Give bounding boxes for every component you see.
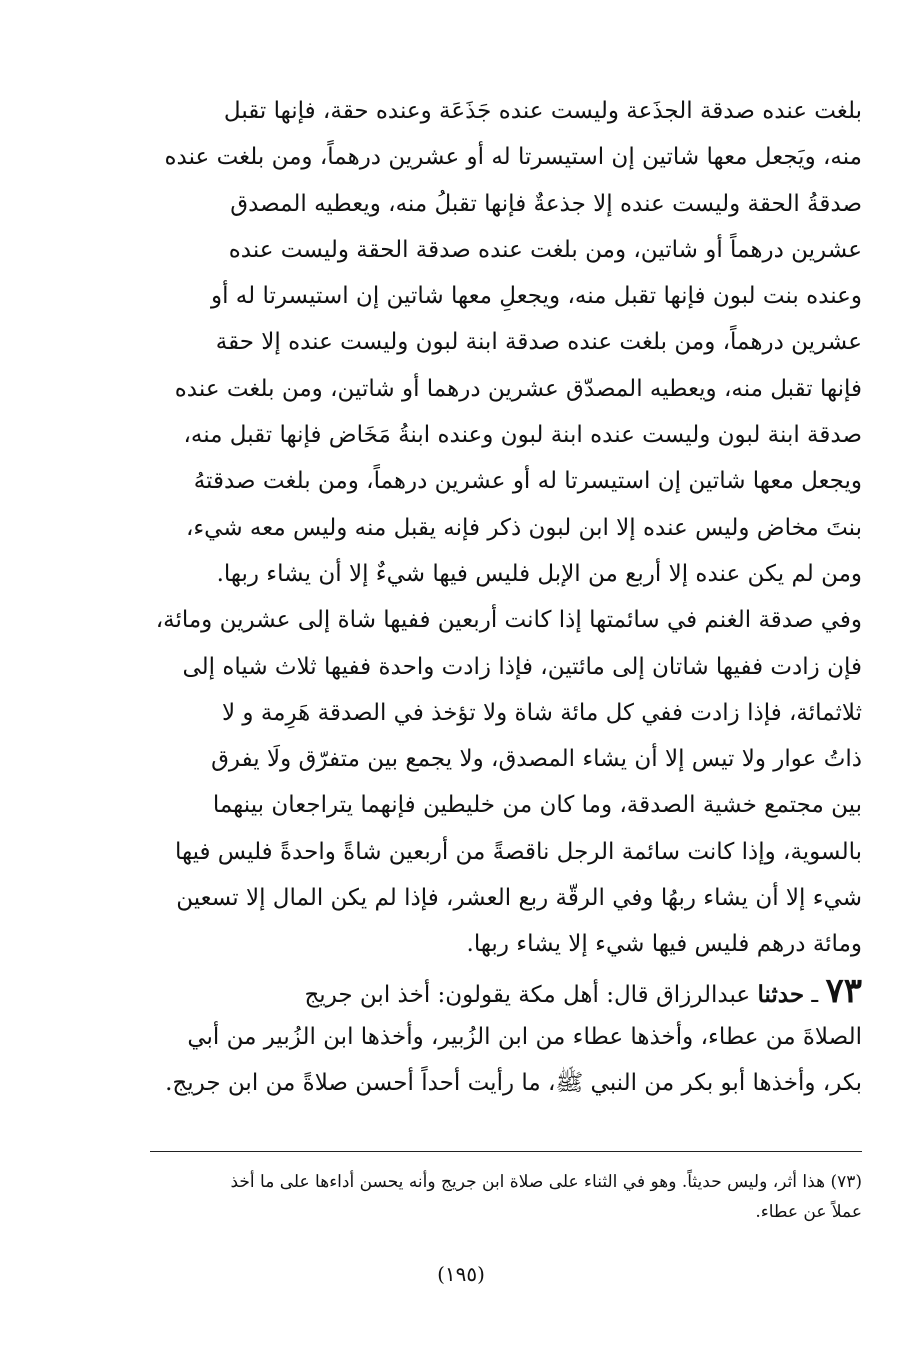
hadith-line-3: بكر، وأخذها أبو بكر من النبي ﷺ، ما رأيت أحداً أحسن صلاةً من ابن جريج. [165, 1070, 862, 1097]
text-line: عشرين درهماً، ومن بلغت عنده صدقة ابنة لبون وليست عنده إلا حقة [215, 329, 862, 356]
footnote-line-2: عملاً عن عطاء. [755, 1202, 862, 1222]
page-number: (١٩٥) [437, 1262, 485, 1286]
text-line: صدقة ابنة لبون وليست عنده ابنة لبون وعنده ابنةُ مَخَاض فإنها تقبل منه، [183, 422, 862, 449]
footnote-line-1: (٧٣) هذا أثر، وليس حديثاً. وهو في الثناء على صلاة ابن جريج وأنه يحسن أداءها على ما أخذ [230, 1172, 862, 1192]
text-line: بالسوية، وإذا كانت سائمة الرجل ناقصةً من أربعين شاةً واحدةً فليس فيها [174, 838, 862, 865]
main-text [150, 88, 862, 1107]
hadith-heading-line [150, 968, 862, 1014]
text-line: ومن لم يكن عنده إلا أربع من الإبل فليس فيها شيءٌ إلا أن يشاء ربها. [216, 560, 862, 587]
text-line: بنتَ مخاض وليس عنده إلا ابن لبون ذكر فإنه يقبل منه وليس معه شيء، [185, 514, 862, 541]
text-line: ومائة درهم فليس فيها شيء إلا يشاء ربها. [466, 931, 862, 958]
text-line: شيء إلا أن يشاء ربهُا وفي الرقّة ربع العشر، فإذا لم يكن المال إلا تسعين [176, 885, 862, 912]
text-line: عشرين درهماً أو شاتين، ومن بلغت عنده صدقة الحقة وليست عنده [228, 236, 862, 263]
footnote-separator [150, 1151, 862, 1152]
text-line: صدقةُ الحقة وليست عنده إلا جذعةٌ فإنها تقبلُ منه، ويعطيه المصدق [230, 190, 862, 217]
footnote [160, 1167, 862, 1227]
hadith-dash: ـ [804, 981, 826, 1008]
text-line: فإن زادت ففيها شاتان إلى مائتين، فإذا زادت واحدة ففيها ثلاث شياه إلى [182, 653, 862, 680]
text-line: ثلاثمائة، فإذا زادت ففي كل مائة شاة ولا تؤخذ في الصدقة هَرِمة و لا [221, 699, 862, 726]
text-line: ويجعل معها شاتين إن استيسرتا له أو عشرين درهماً، ومن بلغت صدقتهُ [193, 468, 862, 495]
text-line: فإنها تقبل منه، ويعطيه المصدّق عشرين درهما أو شاتين، ومن بلغت عنده [174, 375, 862, 402]
text-line: منه، ويَجعل معها شاتين إن استيسرتا له أو عشرين درهماً، ومن بلغت عنده [164, 144, 862, 171]
hadith-line-2: الصلاةَ من عطاء، وأخذها عطاء من ابن الزُبير، وأخذها ابن الزُبير من أبي [187, 1023, 862, 1050]
text-line: بلغت عنده صدقة الجذَعة وليست عنده جَذَعَة وعنده حقة، فإنها تقبل [223, 98, 862, 124]
text-line: وعنده بنت لبون فإنها تقبل منه، ويجعلِ معها شاتين إن استيسرتا له أو [211, 283, 862, 310]
text-line: بين مجتمع خشية الصدقة، وما كان من خليطين فإنهما يتراجعان بينهما [212, 792, 862, 819]
hadith-intro: حدثنا [757, 980, 805, 1008]
text-line: وفي صدقة الغنم في سائمتها إذا كانت أربعين ففيها شاة إلى عشرين ومائة، [155, 607, 862, 634]
text-line: ذاتُ عوار ولا تيس إلا أن يشاء المصدق، ولا يجمع بين متفرّق ولَا يفرق [211, 746, 862, 773]
hadith-line-1: عبدالرزاق قال: أهل مكة يقولون: أخذ ابن جريج [304, 981, 758, 1008]
hadith-number: ٧٣ [825, 970, 862, 1011]
